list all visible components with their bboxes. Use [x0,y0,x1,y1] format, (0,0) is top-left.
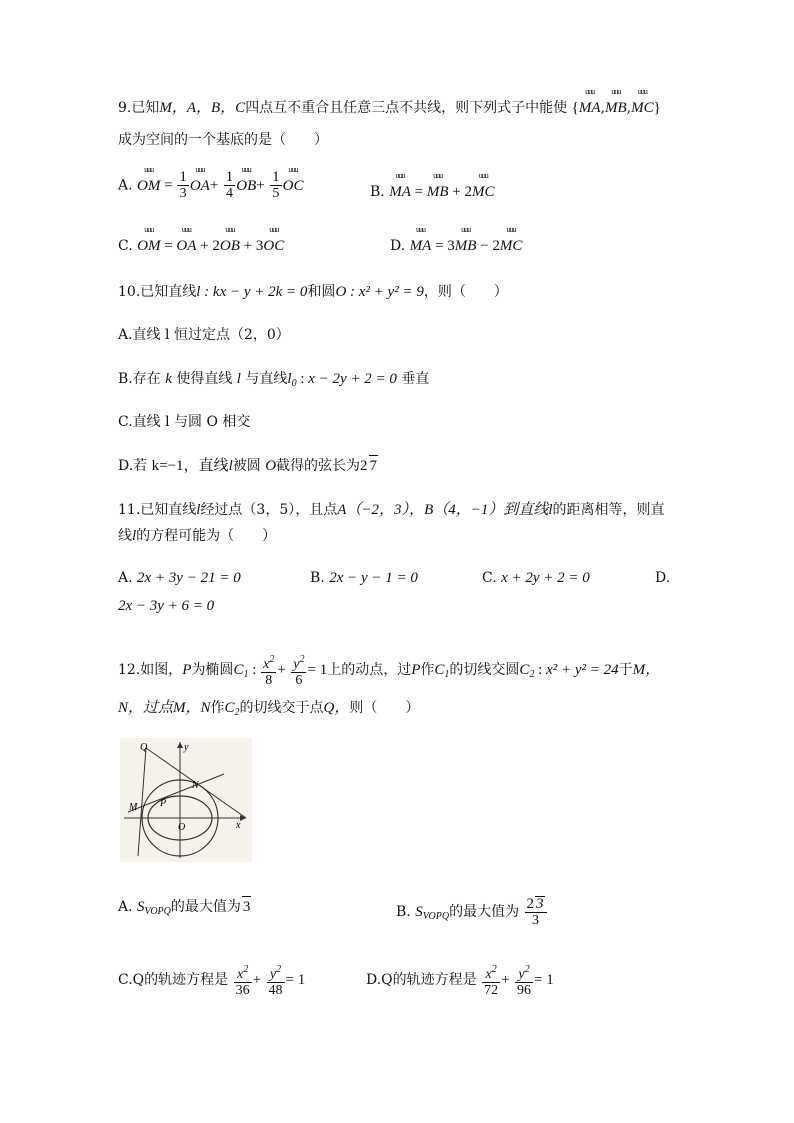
q11-option-d-label[interactable]: D. [655,570,671,586]
q10-option-b[interactable]: B.存在 k 使得直线 l 与直线$l_0$ : x − 2y + 2 = 0 垂直 [118,371,430,389]
q10-option-c[interactable]: C.直线 l 与圆 O 相交 [118,414,251,430]
q12-stem-line1: 12.如图，P为椭圆$C_1$ : $\frac{x^2}{8}$ + $\frac{y^2}{6}$ = 1上的动点，过P作$C_1$的切线交圆$C_2$ : x² + y² = 24于M， [118,654,661,688]
q9-option-b[interactable]: B. uuu MA = uuu MB + 2uuu MC [370,182,494,202]
label-o: O [178,822,186,833]
q10-option-d[interactable]: D.若 k=−1，直线l被圆 O截得的弦长为2 7 [118,455,378,476]
q12-option-b[interactable]: B. $S_{VOPQ}$的最大值为 $\frac{2 3}{3}$ [396,896,548,928]
q9-stem-line2: 成为空间的一个基底的是（ ） [118,132,328,148]
q9-option-d[interactable]: D. uuu MA = 3uuu MB − 2uuu MC [390,236,522,256]
q11-option-b[interactable]: B. 2x − y − 1 = 0 [310,570,418,586]
label-q: Q [140,742,148,753]
q11-stem-line1: 11.已知直线l经过点（3，5），且点A（−2，3），B（4，−1）到直线l的距离相等，则直 [118,502,665,518]
q10-option-a[interactable]: A.直线 l 恒过定点（2，0） [118,327,290,343]
q12-option-d[interactable]: D.Q的轨迹方程是 $\frac{x^2}{72}$ + $\frac{y^2}{96}$ = 1 [366,964,554,998]
q12-stem-line2: N，过点M，N作$C_2$的切线交于点Q，则（ ） [118,700,420,718]
q12-option-c[interactable]: C.Q的轨迹方程是 $\frac{x^2}{36}$ + $\frac{y^2}{48}$ = 1 [118,964,306,998]
figure-background [120,738,252,862]
q12-option-a[interactable]: A. $S_{VOPQ}$的最大值为 3 [118,896,251,922]
q9-option-c[interactable]: C. uuu OM = uuu OA + 2uuu OB + 3uuu OC [118,236,284,256]
q11-option-a[interactable]: A. 2x + 3y − 21 = 0 [118,570,241,586]
q11-stem-line2: 线l的方程可能为（ ） [118,528,277,544]
q9-option-a[interactable]: A. uuu OM = $\frac{1}{3}$ uuu OA+ $\frac{1}{4}$ uuu OB+ $\frac{1}{5}$ uuu OC [118,170,304,201]
label-y: y [184,742,189,753]
q12-figure [120,738,252,862]
q11-option-c[interactable]: C. x + 2y + 2 = 0 [482,570,590,586]
q9-stem-line1: 9.已知M，A，B，C四点互不重合且任意三点不共线，则下列式子中能使 {uuu MA,uuu MB,uuu MC} [118,98,661,118]
label-m: M [129,802,138,813]
label-n: N [192,780,199,791]
q11-option-d[interactable]: 2x − 3y + 6 = 0 [118,598,215,614]
q10-stem: 10.已知直线l : kx − y + 2k = 0和圆O : x² + y² = 9，则（ ） [118,284,508,300]
label-x: x [236,820,241,831]
label-p: P [160,798,167,809]
ellipse-circle-diagram [120,738,252,862]
